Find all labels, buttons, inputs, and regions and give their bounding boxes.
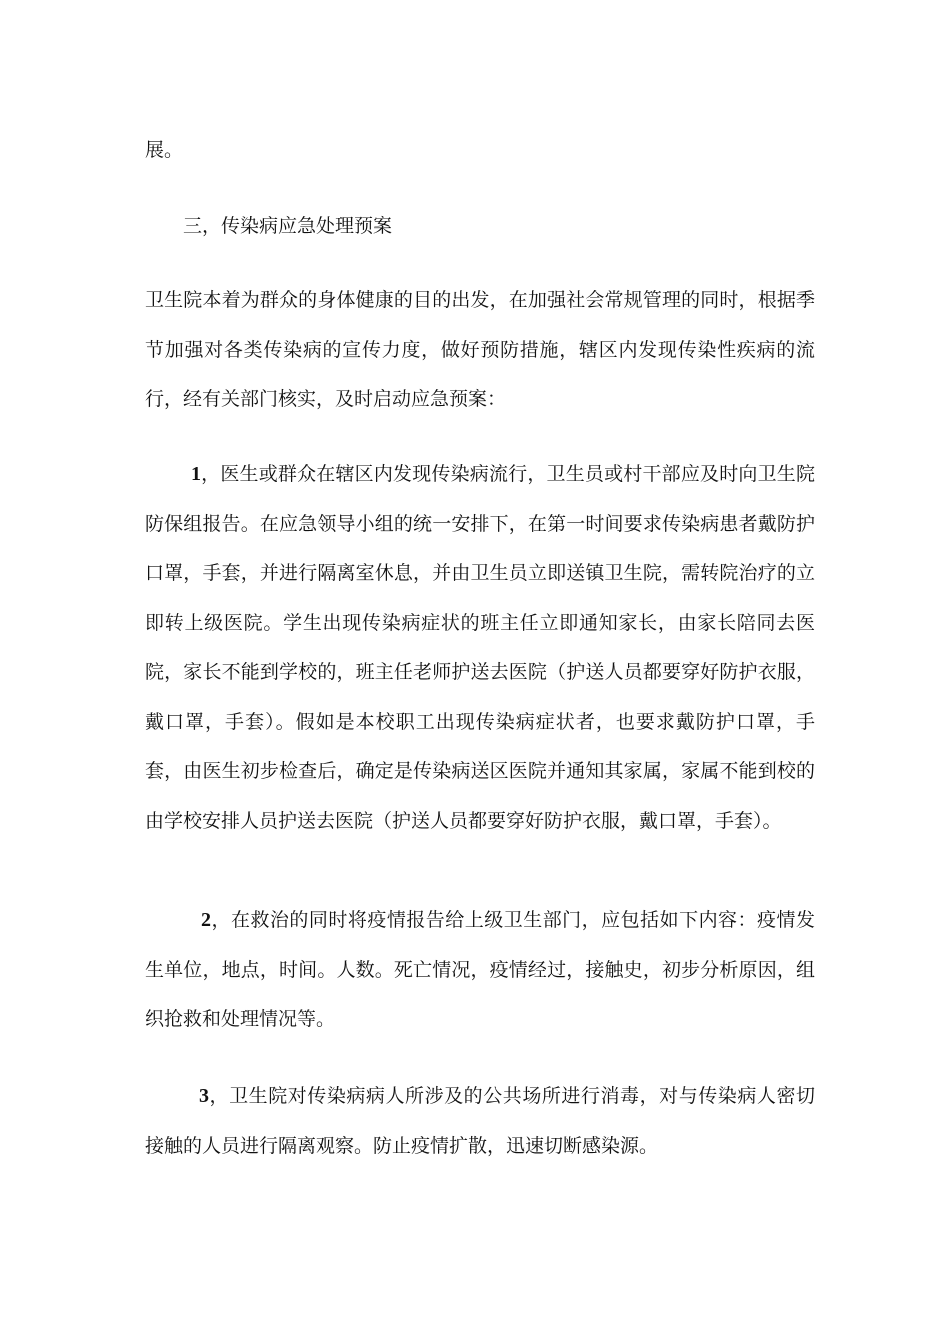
item-3-number: 3 xyxy=(199,1085,209,1107)
paragraph-continuation-text: 展。 xyxy=(145,139,184,161)
paragraph-intro: 卫生院本着为群众的身体健康的目的出发，在加强社会常规管理的同时，根据季节加强对各类传染病的宣传力度，做好预防措施，辖区内发现传染性疾病的流行，经有关部门核实，及时启动应急预案： xyxy=(145,289,815,410)
paragraph-continuation xyxy=(145,126,815,176)
item-2-text: ，在救治的同时将疫情报告给上级卫生部门，应包括如下内容：疫情发生单位，地点，时间。人数。死亡情况，疫情经过，接触史，初步分析原因，组织抢救和处理情况等。 xyxy=(145,909,815,1030)
item-3-text: ，卫生院对传染病病人所涉及的公共场所进行消毒，对与传染病人密切接触的人员进行隔离观察。防止疫情扩散，迅速切断感染源。 xyxy=(145,1085,815,1157)
paragraph-item-2 xyxy=(145,896,815,1045)
item-1-number: 1 xyxy=(191,463,201,485)
paragraph-item-3 xyxy=(145,1072,815,1171)
item-2-number: 2 xyxy=(201,909,211,931)
section-heading: 三，传染病应急处理预案 xyxy=(183,215,393,237)
paragraph-item-1 xyxy=(145,450,815,846)
item-1-text: ，医生或群众在辖区内发现传染病流行，卫生员或村干部应及时向卫生院防保组报告。在应急领导小组的统一安排下，在第一时间要求传染病患者戴防护口罩，手套，并进行隔离室休息，并由卫生员立即送镇卫生院，需转院治疗的立即转上级医院。学生出现传染病症状的班主任立即通知家长，由家长陪同去医院，家长不能到学校的，班主任老师护送去医院（护送人员都要穿好防护衣服，戴口罩，手套）。假如是本校职工出现传染病症状者，也要求戴防护口罩，手套，由医生初步检查后，确定是传染病送区医院并通知其家属，家属不能到校的由学校安排人员护送去医院（护送人员都要穿好防护衣服，戴口罩，手套）。 xyxy=(145,463,815,832)
